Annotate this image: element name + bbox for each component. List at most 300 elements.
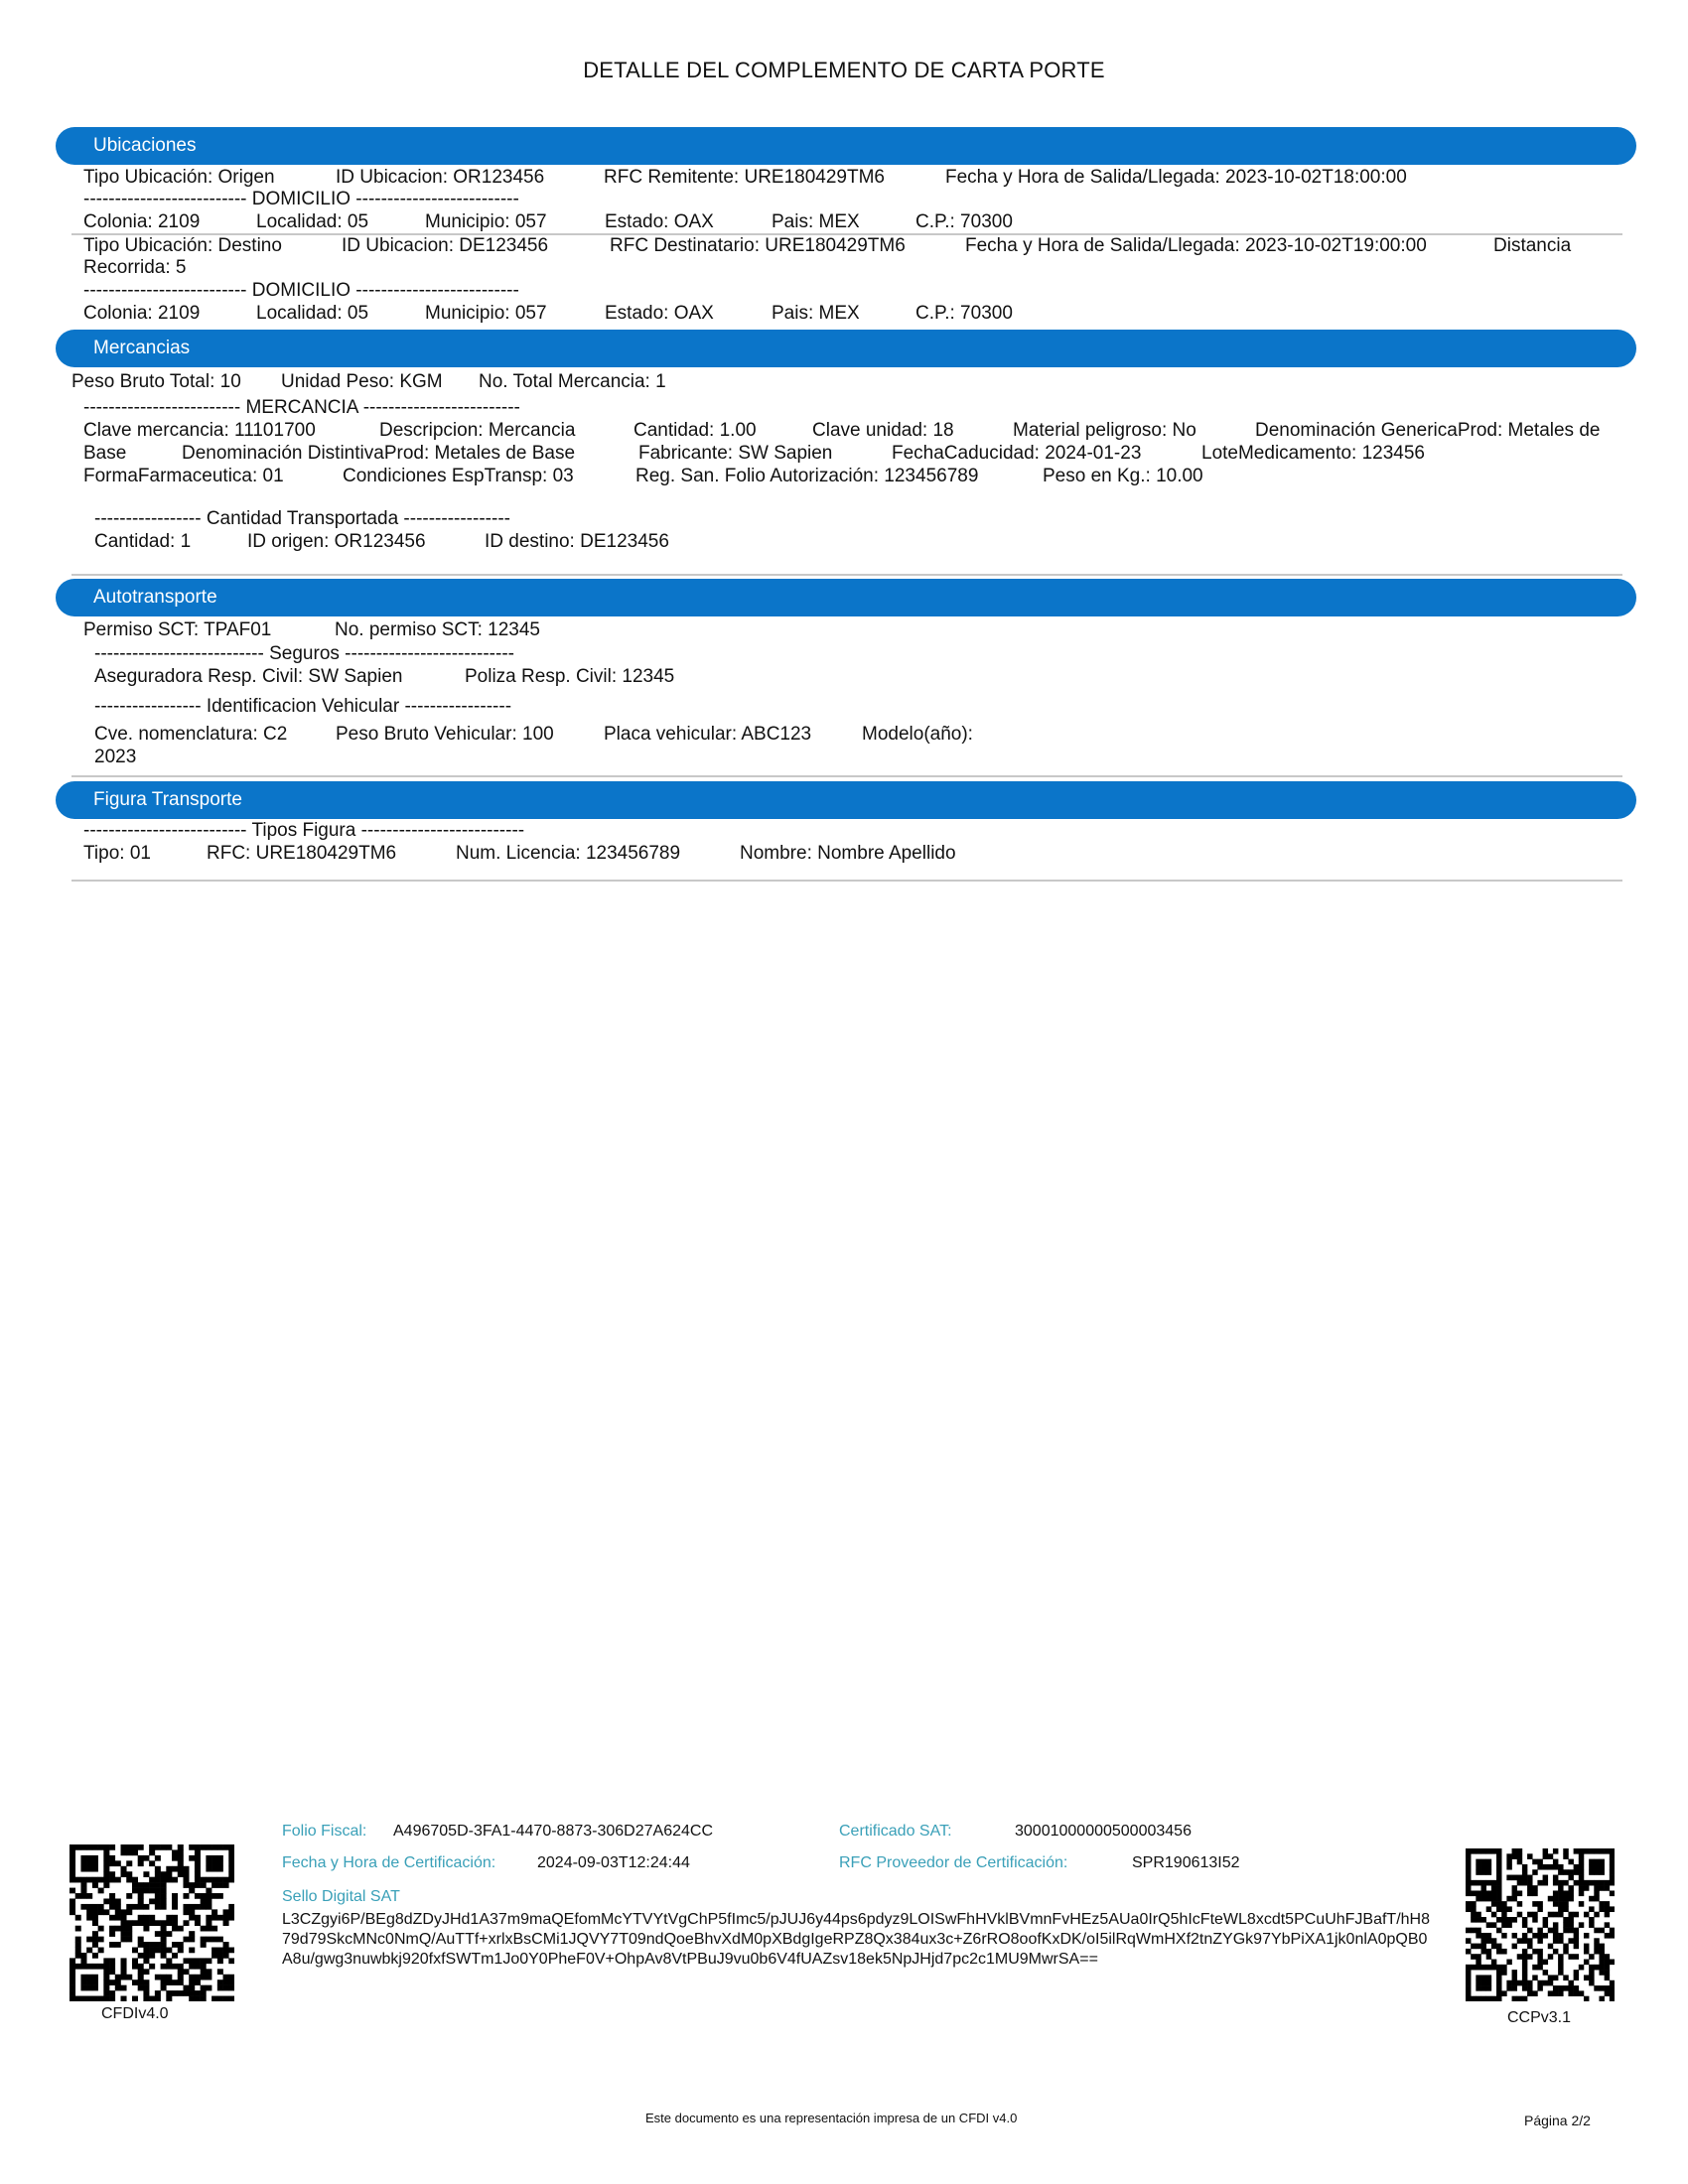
qr-module <box>1486 1906 1491 1912</box>
qr-module <box>86 1844 92 1850</box>
qr-module <box>121 1926 127 1932</box>
qr-module <box>1548 1853 1553 1859</box>
qr-module <box>1512 1933 1517 1939</box>
qr-module <box>1563 1890 1568 1896</box>
qr-module <box>1589 1922 1594 1928</box>
qr-module <box>1599 1906 1604 1912</box>
qr-module <box>201 1942 207 1948</box>
qr-module <box>1496 1864 1501 1870</box>
qr-module <box>1532 1949 1537 1955</box>
qr-module <box>92 1882 98 1888</box>
qr-module <box>1599 1985 1604 1991</box>
qr-module <box>1481 1880 1486 1886</box>
qr-module <box>1599 1944 1604 1950</box>
qr-module <box>1522 1938 1527 1944</box>
qr-module <box>183 1904 189 1910</box>
qr-module <box>1553 1890 1558 1896</box>
qr-module <box>161 1920 167 1926</box>
divider <box>71 880 1622 882</box>
qr-module <box>1471 1906 1476 1912</box>
qr-module <box>228 1877 234 1883</box>
qr-module <box>121 1975 127 1980</box>
qr-module <box>1599 1960 1604 1966</box>
qr-module <box>1589 1880 1594 1886</box>
qr-module <box>206 1855 211 1861</box>
qr-module <box>1537 1985 1542 1991</box>
qr-module <box>126 1877 132 1883</box>
qr-module <box>1537 1965 1542 1971</box>
qr-module <box>70 1866 75 1872</box>
qr-module <box>1605 1965 1610 1971</box>
qr-module <box>1610 1980 1615 1986</box>
section-header-mercancias <box>56 330 1636 367</box>
qr-module <box>1579 1990 1584 1996</box>
section-title: Ubicaciones <box>93 135 197 156</box>
qr-module <box>178 1942 184 1948</box>
qr-module <box>138 1882 144 1888</box>
qr-module <box>80 1996 86 2001</box>
qr-module <box>1512 1885 1517 1891</box>
qr-module <box>98 1996 104 2001</box>
qr-module <box>1599 1864 1604 1870</box>
qr-module <box>1486 1975 1491 1980</box>
qr-module <box>1466 1965 1471 1971</box>
qr-module <box>1466 1990 1471 1996</box>
qr-module <box>1553 1990 1558 1996</box>
qr-module <box>121 1964 127 1970</box>
qr-module <box>155 1898 161 1904</box>
qr-module <box>121 1931 127 1937</box>
qr-module <box>143 1926 149 1932</box>
qr-module <box>1610 1933 1615 1939</box>
colonia-origen: Colonia: 2109 <box>83 211 201 232</box>
qr-module <box>155 1855 161 1861</box>
qr-module <box>1481 1848 1486 1854</box>
qr-module <box>1548 1975 1553 1980</box>
qr-module <box>1568 1869 1573 1875</box>
qr-module <box>1512 1917 1517 1923</box>
qr-module <box>1543 1864 1548 1870</box>
qr-module <box>1563 1853 1568 1859</box>
qr-module <box>166 1958 172 1964</box>
qr-module <box>223 1920 229 1926</box>
qr-module <box>206 1915 211 1921</box>
qr-module <box>1568 1859 1573 1865</box>
qr-module <box>206 1969 211 1975</box>
qr-module <box>1610 1906 1615 1912</box>
qr-module <box>1558 1960 1563 1966</box>
qr-module <box>75 1964 81 1970</box>
qr-module <box>161 1882 167 1888</box>
qr-module <box>155 1893 161 1899</box>
qr-module <box>206 1844 211 1850</box>
qr-module <box>1466 1938 1471 1944</box>
qr-module <box>103 1958 109 1964</box>
qr-module <box>103 1855 109 1861</box>
qr-module <box>126 1893 132 1899</box>
qr-module <box>1610 1859 1615 1865</box>
qr-module <box>1471 1954 1476 1960</box>
qr-module <box>1471 1912 1476 1918</box>
qr-module <box>1558 1990 1563 1996</box>
qr-module <box>178 1969 184 1975</box>
qr-module <box>1605 1880 1610 1886</box>
qr-module <box>1471 1965 1476 1971</box>
qr-module <box>1574 1970 1579 1976</box>
qr-module <box>223 1996 229 2001</box>
qr-module <box>1522 1980 1527 1986</box>
qr-module <box>103 1882 109 1888</box>
qr-module <box>1491 1885 1496 1891</box>
qr-module <box>1496 1975 1501 1980</box>
qr-module <box>1594 1944 1599 1950</box>
qr-module <box>1466 1869 1471 1875</box>
qr-module <box>211 1909 217 1915</box>
qr-module <box>126 1937 132 1943</box>
domicilio-separator: -------------------------- DOMICILIO -------------------------- <box>83 189 519 209</box>
qr-module <box>201 1893 207 1899</box>
qr-module <box>1568 1912 1573 1918</box>
qr-module <box>149 1953 155 1959</box>
qr-ccp-caption: CCPv3.1 <box>1507 2009 1572 2026</box>
qr-module <box>178 1926 184 1932</box>
qr-module <box>1486 1965 1491 1971</box>
section-header-ubicaciones <box>56 127 1636 165</box>
qr-module <box>121 1909 127 1915</box>
qr-module <box>1568 1928 1573 1934</box>
qr-module <box>1610 1869 1615 1875</box>
qr-module <box>1568 1985 1573 1991</box>
qr-module <box>86 1893 92 1899</box>
qr-module <box>178 1871 184 1877</box>
permiso-sct: Permiso SCT: TPAF01 <box>83 619 272 640</box>
qr-module <box>1506 1859 1511 1865</box>
qr-module <box>1481 1917 1486 1923</box>
qr-module <box>1537 1960 1542 1966</box>
qr-module <box>1553 1938 1558 1944</box>
qr-module <box>1517 1880 1522 1886</box>
section-title: Autotransporte <box>93 587 217 608</box>
qr-module <box>1558 1954 1563 1960</box>
qr-module <box>70 1871 75 1877</box>
qr-module <box>1594 1869 1599 1875</box>
qr-module <box>121 1849 127 1855</box>
qr-module <box>1579 1859 1584 1865</box>
qr-module <box>1558 1970 1563 1976</box>
qr-module <box>211 1844 217 1850</box>
qr-module <box>149 1860 155 1866</box>
qr-module <box>86 1948 92 1954</box>
qr-module <box>155 1931 161 1937</box>
qr-module <box>115 1860 121 1866</box>
cp-destino: C.P.: 70300 <box>915 303 1013 324</box>
qr-module <box>1589 1906 1594 1912</box>
qr-module <box>92 1855 98 1861</box>
qr-module <box>1610 1875 1615 1881</box>
qr-module <box>1574 1864 1579 1870</box>
qr-module <box>1481 1980 1486 1986</box>
qr-module <box>1486 1933 1491 1939</box>
qr-module <box>98 1888 104 1894</box>
qr-module <box>80 1860 86 1866</box>
qr-module <box>1527 1928 1532 1934</box>
qr-module <box>1506 1875 1511 1881</box>
qr-module <box>223 1942 229 1948</box>
qr-module <box>70 1888 75 1894</box>
qr-module <box>155 1888 161 1894</box>
qr-module <box>1486 1859 1491 1865</box>
qr-module <box>1553 1859 1558 1865</box>
qr-module <box>1594 1890 1599 1896</box>
qr-module <box>195 1990 201 1996</box>
qr-module <box>1496 1885 1501 1891</box>
qr-module <box>98 1909 104 1915</box>
qr-module <box>1481 1985 1486 1991</box>
qr-module <box>132 1844 138 1850</box>
qr-module <box>75 1996 81 2001</box>
qr-module <box>1584 1933 1589 1939</box>
qr-module <box>206 1904 211 1910</box>
qr-module <box>109 1964 115 1970</box>
qr-module <box>223 1985 229 1991</box>
qr-module <box>1501 1990 1506 1996</box>
nombre-figura: Nombre: Nombre Apellido <box>740 843 956 864</box>
qr-module <box>86 1979 92 1985</box>
qr-module <box>1512 1944 1517 1950</box>
qr-module <box>109 1969 115 1975</box>
qr-module <box>1501 1970 1506 1976</box>
qr-module <box>103 1860 109 1866</box>
qr-module <box>1517 1901 1522 1907</box>
qr-module <box>143 1904 149 1910</box>
qr-module <box>1466 1901 1471 1907</box>
reg-san-folio: Reg. San. Folio Autorización: 123456789 <box>635 466 979 486</box>
qr-module <box>178 1855 184 1861</box>
qr-module <box>217 1937 223 1943</box>
qr-module <box>1543 1880 1548 1886</box>
qr-module <box>1579 1880 1584 1886</box>
qr-module <box>80 1964 86 1970</box>
qr-module <box>1476 1869 1480 1875</box>
qr-module <box>80 1855 86 1861</box>
qr-module <box>211 1893 217 1899</box>
estado-destino: Estado: OAX <box>605 303 714 324</box>
qr-module <box>1553 1864 1558 1870</box>
qr-module <box>172 1893 178 1899</box>
rfc-figura: RFC: URE180429TM6 <box>207 843 397 864</box>
qr-module <box>189 1996 195 2001</box>
qr-module <box>92 1877 98 1883</box>
denominacion-generica: Denominación GenericaProd: Metales de <box>1255 420 1601 441</box>
material-peligroso: Material peligroso: No <box>1013 420 1196 441</box>
qr-module <box>1491 1848 1496 1854</box>
condiciones-esp-transp: Condiciones EspTransp: 03 <box>343 466 574 486</box>
qr-module <box>1517 1954 1522 1960</box>
peso-en-kg: Peso en Kg.: 10.00 <box>1043 466 1203 486</box>
qr-module <box>1548 1990 1553 1996</box>
qr-module <box>155 1975 161 1980</box>
qr-module <box>109 1979 115 1985</box>
qr-module <box>1594 1949 1599 1955</box>
qr-module <box>86 1964 92 1970</box>
qr-module <box>1605 1970 1610 1976</box>
qr-module <box>1491 1944 1496 1950</box>
qr-module <box>228 1979 234 1985</box>
qr-module <box>166 1975 172 1980</box>
qr-module <box>1481 1944 1486 1950</box>
qr-module <box>1517 1996 1522 2001</box>
qr-module <box>228 1904 234 1910</box>
qr-module <box>223 1844 229 1850</box>
qr-module <box>1476 1928 1480 1934</box>
qr-module <box>138 1898 144 1904</box>
qr-module <box>206 1926 211 1932</box>
qr-module <box>1548 1896 1553 1902</box>
qr-module <box>109 1990 115 1996</box>
qr-module <box>1476 1944 1480 1950</box>
section-header-autotransporte <box>56 579 1636 616</box>
denominacion-generica-cont: Base <box>83 443 127 464</box>
qr-module <box>1486 1864 1491 1870</box>
qr-module <box>98 1844 104 1850</box>
section-title: Figura Transporte <box>93 789 242 810</box>
qr-module <box>75 1942 81 1948</box>
qr-module <box>206 1888 211 1894</box>
qr-module <box>1527 1880 1532 1886</box>
qr-module <box>1548 1954 1553 1960</box>
certificado-sat-label: Certificado SAT: <box>839 1823 952 1840</box>
qr-module <box>1558 1869 1563 1875</box>
qr-module <box>217 1953 223 1959</box>
qr-module <box>1594 1965 1599 1971</box>
qr-module <box>206 1877 211 1883</box>
qr-module <box>126 1926 132 1932</box>
page-number: Página 2/2 <box>1524 2113 1591 2128</box>
qr-module <box>70 1996 75 2001</box>
qr-module <box>138 1964 144 1970</box>
qr-module <box>223 1877 229 1883</box>
qr-module <box>1558 1901 1563 1907</box>
qr-module <box>1506 1980 1511 1986</box>
qr-module <box>189 1909 195 1915</box>
qr-module <box>217 1948 223 1954</box>
qr-module <box>1491 1938 1496 1944</box>
qr-module <box>143 1942 149 1948</box>
qr-module <box>211 1996 217 2001</box>
qr-module <box>172 1855 178 1861</box>
distancia-label: Distancia <box>1493 235 1572 256</box>
qr-module <box>70 1958 75 1964</box>
qr-module <box>70 1849 75 1855</box>
qr-module <box>178 1844 184 1850</box>
qr-module <box>1522 1965 1527 1971</box>
qr-module <box>172 1979 178 1985</box>
qr-module <box>70 1909 75 1915</box>
qr-module <box>223 1975 229 1980</box>
qr-module <box>211 1860 217 1866</box>
qr-module <box>1481 1938 1486 1944</box>
qr-module <box>1496 1944 1501 1950</box>
qr-module <box>80 1882 86 1888</box>
qr-module <box>155 1990 161 1996</box>
qr-module <box>126 1975 132 1980</box>
qr-module <box>1563 1985 1568 1991</box>
qr-module <box>70 1844 75 1850</box>
qr-module <box>1579 1965 1584 1971</box>
qr-module <box>195 1860 201 1866</box>
qr-module <box>1568 1917 1573 1923</box>
qr-module <box>1491 1922 1496 1928</box>
qr-module <box>1553 1880 1558 1886</box>
qr-module <box>1481 1885 1486 1891</box>
qr-module <box>223 1948 229 1954</box>
qr-module <box>211 1915 217 1921</box>
qr-module <box>1486 1980 1491 1986</box>
qr-module <box>109 1860 115 1866</box>
qr-module <box>1579 1869 1584 1875</box>
qr-module <box>172 1990 178 1996</box>
qr-module <box>161 1985 167 1991</box>
qr-module <box>195 1882 201 1888</box>
qr-module <box>166 1877 172 1883</box>
qr-module <box>206 1866 211 1872</box>
no-total-mercancia: No. Total Mercancia: 1 <box>479 371 666 392</box>
qr-module <box>1527 1954 1532 1960</box>
qr-module <box>183 1985 189 1991</box>
qr-module <box>1589 1864 1594 1870</box>
qr-module <box>75 1926 81 1932</box>
qr-module <box>166 1964 172 1970</box>
qr-module <box>138 1844 144 1850</box>
qr-module <box>109 1871 115 1877</box>
qr-module <box>92 1866 98 1872</box>
qr-module <box>217 1855 223 1861</box>
qr-module <box>1589 1859 1594 1865</box>
qr-module <box>1599 1949 1604 1955</box>
qr-module <box>1527 1885 1532 1891</box>
qr-module <box>206 1937 211 1943</box>
modelo-ano-label: Modelo(año): <box>862 724 973 745</box>
qr-module <box>1574 1912 1579 1918</box>
qr-module <box>189 1990 195 1996</box>
qr-module <box>132 1882 138 1888</box>
qr-module <box>1522 1875 1527 1881</box>
qr-module <box>1481 1869 1486 1875</box>
qr-module <box>172 1926 178 1932</box>
qr-module <box>103 1898 109 1904</box>
qr-module <box>172 1915 178 1921</box>
qr-module <box>138 1979 144 1985</box>
qr-module <box>1605 1975 1610 1980</box>
qr-module <box>217 1893 223 1899</box>
qr-module <box>1517 1875 1522 1881</box>
qr-module <box>149 1920 155 1926</box>
qr-module <box>1466 1985 1471 1991</box>
qr-module <box>132 1979 138 1985</box>
qr-module <box>1476 1960 1480 1966</box>
qr-module <box>217 1915 223 1921</box>
qr-module <box>1599 1901 1604 1907</box>
qr-module <box>1486 1938 1491 1944</box>
qr-module <box>1579 1848 1584 1854</box>
qr-module <box>161 1844 167 1850</box>
qr-module <box>166 1948 172 1954</box>
domicilio-separator: -------------------------- DOMICILIO -------------------------- <box>83 280 519 301</box>
qr-module <box>1496 1853 1501 1859</box>
qr-module <box>1579 1901 1584 1907</box>
qr-module <box>92 1964 98 1970</box>
qr-module <box>1496 1901 1501 1907</box>
